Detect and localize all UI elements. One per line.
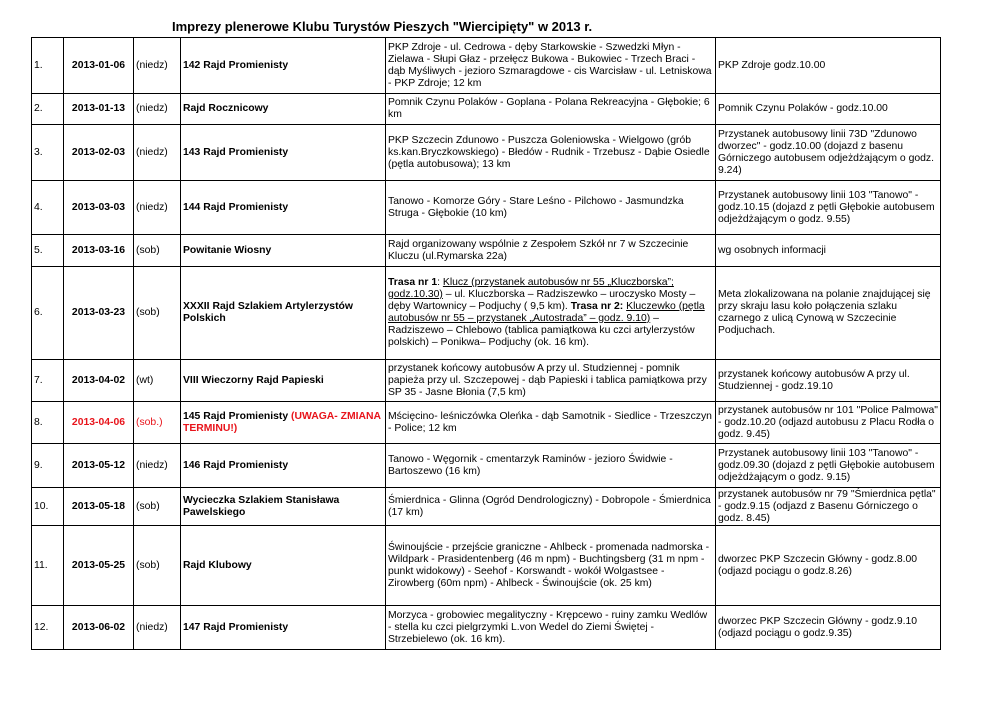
event-route: Morzyca - grobowiec megalityczny - Krępcewo - ruiny zamku Wedlów - stella ku czci pielgrzymki L.von Wedel do Ziemi Świętej - Strzebielewo (ok. 16 km). [386, 606, 716, 650]
event-weekday: (sob) [134, 267, 181, 360]
row-number: 6. [32, 267, 64, 360]
route-1-start: Klucz (przystanek autobusów nr 55 „Kluczborska”; godz.10.30) [388, 277, 674, 300]
event-meeting-point: dworzec PKP Szczecin Główny - godz.9.10 (odjazd pociągu o godz.9.35) [716, 606, 941, 650]
row-number: 11. [32, 526, 64, 606]
table-row [32, 526, 941, 606]
event-name: XXXII Rajd Szlakiem Artylerzystów Polskich [181, 267, 386, 360]
event-name: 146 Rajd Promienisty [181, 444, 386, 488]
route-2-start: Kluczewko (pętla autobusów nr 55 – przystanek „Autostrada” – godz. 9.10) [388, 301, 705, 324]
event-weekday: (niedz) [134, 444, 181, 488]
schedule-table [31, 37, 941, 650]
event-weekday: (sob) [134, 235, 181, 267]
event-meeting-point: przystanek autobusów nr 79 "Śmierdnica pętla" - godz.9.15 (odjazd z Basenu Górniczego o godz. 8.45) [716, 488, 941, 526]
event-weekday: (sob.) [134, 402, 181, 444]
event-name: 143 Rajd Promienisty [181, 125, 386, 181]
route-1-colon: : [437, 277, 443, 288]
event-name: Rajd Klubowy [181, 526, 386, 606]
event-route: Rajd organizowany wspólnie z Zespołem Szkół nr 7 w Szczecinie Kluczu (ul.Rymarska 22a) [386, 235, 716, 267]
event-meeting-point: dworzec PKP Szczecin Główny - godz.8.00 (odjazd pociągu o godz.8.26) [716, 526, 941, 606]
event-route: Pomnik Czynu Polaków - Goplana - Polana Rekreacyjna - Głębokie; 6 km [386, 94, 716, 125]
event-date: 2013-03-23 [64, 267, 134, 360]
event-meeting-point: przystanek końcowy autobusów A przy ul. Studziennej - godz.19.10 [716, 360, 941, 402]
row-number: 5. [32, 235, 64, 267]
table-row [32, 606, 941, 650]
event-route: PKP Zdroje - ul. Cedrowa - dęby Starkowskie - Szwedzki Młyn - Zielawa - Słupi Głaz - przełęcz Bukowa - Bukowiec - Trzech Braci - dąb Myśliwych - jezioro Szmaragdowe - cis Warcisław - ul. Letniskowa - PKP Zdroje; 12 km [386, 38, 716, 94]
event-weekday: (sob) [134, 526, 181, 606]
table-row [32, 402, 941, 444]
event-weekday: (sob) [134, 488, 181, 526]
event-date: 2013-04-06 [64, 402, 134, 444]
event-date: 2013-03-16 [64, 235, 134, 267]
event-route: PKP Szczecin Zdunowo - Puszcza Goleniowska - Wielgowo (grób ks.kan.Bryczkowskiego) - Błedów - Rudnik - Trzebusz - Dąbie Osiedle (pętla autobusowa); 13 km [386, 125, 716, 181]
table-row [32, 360, 941, 402]
route-1-rest: – ul. Kluczborska – Radziszewko – uroczysko Mosty – dęby Wartownicy – Podjuchy ( 9,5 km). [388, 289, 696, 312]
event-weekday: (niedz) [134, 125, 181, 181]
table-row [32, 38, 941, 94]
table-row [32, 94, 941, 125]
event-name: VIII Wieczorny Rajd Papieski [181, 360, 386, 402]
event-meeting-point: PKP Zdroje godz.10.00 [716, 38, 941, 94]
event-weekday: (wt) [134, 360, 181, 402]
event-route: Tanowo - Komorze Góry - Stare Leśno - Pilchowo - Jasmundzka Struga - Głębokie (10 km) [386, 181, 716, 235]
event-meeting-point: Przystanek autobusowy linii 103 "Tanowo" - godz.09.30 (dojazd z pętli Głębokie autobusem odjeżdżającym o godz. 9.15) [716, 444, 941, 488]
table-row [32, 125, 941, 181]
event-name-main: 145 Rajd Promienisty [183, 410, 289, 422]
row-number: 7. [32, 360, 64, 402]
event-weekday: (niedz) [134, 94, 181, 125]
row-number: 8. [32, 402, 64, 444]
event-date: 2013-05-18 [64, 488, 134, 526]
event-meeting-point: wg osobnych informacji [716, 235, 941, 267]
event-meeting-point: Meta zlokalizowana na polanie znajdującej się przy skraju lasu koło połączenia szlaku czarnego z ulicą Cynową w Szczecinie Podjuchach. [716, 267, 941, 360]
event-name: 147 Rajd Promienisty [181, 606, 386, 650]
event-route: Śmierdnica - Glinna (Ogród Dendrologiczny) - Dobropole - Śmierdnica (17 km) [386, 488, 716, 526]
event-date: 2013-06-02 [64, 606, 134, 650]
event-date: 2013-01-06 [64, 38, 134, 94]
table-row [32, 235, 941, 267]
event-date: 2013-05-12 [64, 444, 134, 488]
event-weekday: (niedz) [134, 181, 181, 235]
event-name: Powitanie Wiosny [181, 235, 386, 267]
table-row [32, 267, 941, 360]
event-date: 2013-01-13 [64, 94, 134, 125]
route-2-label: Trasa nr 2: [570, 301, 624, 312]
event-route: Tanowo - Węgornik - cmentarzyk Raminów - jezioro Świdwie - Bartoszewo (16 km) [386, 444, 716, 488]
event-weekday: (niedz) [134, 606, 181, 650]
row-number: 4. [32, 181, 64, 235]
event-date: 2013-04-02 [64, 360, 134, 402]
event-name: 144 Rajd Promienisty [181, 181, 386, 235]
row-number: 1. [32, 38, 64, 94]
route-1-label: Trasa nr 1 [388, 277, 438, 288]
row-number: 9. [32, 444, 64, 488]
event-route: Mścięcino- leśniczówka Oleńka - dąb Samotnik - Siedlice - Trzeszczyn - Police; 12 km [386, 402, 716, 444]
event-date: 2013-05-25 [64, 526, 134, 606]
event-date: 2013-03-03 [64, 181, 134, 235]
event-meeting-point: przystanek autobusów nr 101 "Police Palmowa" - godz.10.20 (odjazd autobusu z Placu Rodła o godz. 9.45) [716, 402, 941, 444]
event-meeting-point: Przystanek autobusowy linii 103 "Tanowo" - godz.10.15 (dojazd z pętli Głębokie autobusem odjeżdżającym o godz. 9.55) [716, 181, 941, 235]
date-change-warning: (UWAGA- ZMIANA TERMINU!) [183, 410, 381, 434]
event-route: Świnoujście - przejście graniczne - Ahlbeck - promenada nadmorska - Wildpark - Prasidentenberg (46 m npm) - Buchtingsberg (31 m npm - punkt widokowy) - Seehof - Korswandt - wokół Wolgastsee - Zirowberg (60m npm) - Ahlbeck - Świnoujście (ok. 25 km) [386, 526, 716, 606]
row-number: 10. [32, 488, 64, 526]
table-row [32, 444, 941, 488]
event-route [386, 267, 716, 360]
page-title: Imprezy plenerowe Klubu Turystów Pieszych "Wiercipięty" w 2013 r. [172, 19, 593, 34]
event-name: 142 Rajd Promienisty [181, 38, 386, 94]
event-meeting-point: Pomnik Czynu Polaków - godz.10.00 [716, 94, 941, 125]
event-date: 2013-02-03 [64, 125, 134, 181]
event-weekday: (niedz) [134, 38, 181, 94]
table-row [32, 488, 941, 526]
row-number: 3. [32, 125, 64, 181]
route-2-rest: – Radziszewo – Chlebowo (tablica pamiątkowa ku czci artylerzystów polskich) – Ponikwa– Podjuchy (ok. 16 km). [388, 313, 695, 348]
table-row [32, 181, 941, 235]
event-name: Rajd Rocznicowy [181, 94, 386, 125]
event-route: przystanek końcowy autobusów A przy ul. Studziennej - pomnik papieża przy ul. Szczepowej - dąb Papieski i tablica pamiątkowa przy SP 35 - Jasne Błonia (7,5 km) [386, 360, 716, 402]
row-number: 12. [32, 606, 64, 650]
row-number: 2. [32, 94, 64, 125]
event-name [181, 402, 386, 444]
event-name: Wycieczka Szlakiem Stanisława Pawelskiego [181, 488, 386, 526]
event-meeting-point: Przystanek autobusowy linii 73D "Zdunowo dworzec" - godz.10.00 (dojazd z basenu Górniczego autobusem odjeżdżającym o godz. 9.24) [716, 125, 941, 181]
